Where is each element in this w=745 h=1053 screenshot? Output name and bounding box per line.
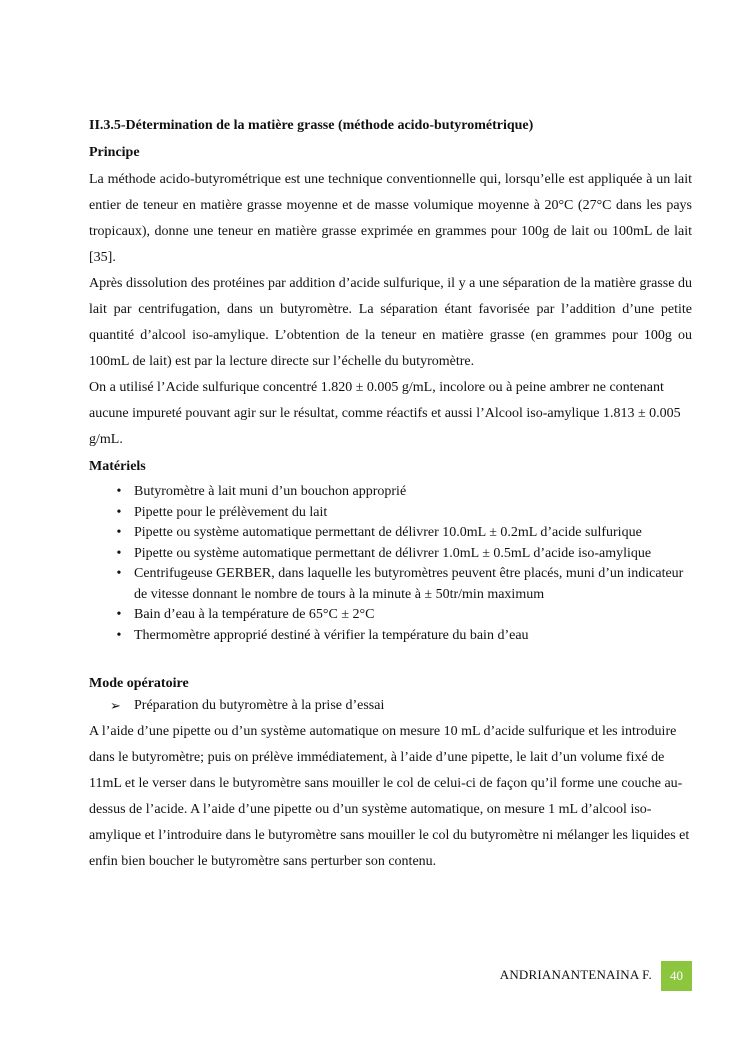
bullet-icon: • <box>116 504 122 520</box>
list-item: • Bain d’eau à la température de 65°C ± 2°C <box>89 605 692 626</box>
list-item: • Butyromètre à lait muni d’un bouchon approprié <box>89 482 692 503</box>
principe-paragraph-1: La méthode acido-butyrométrique est une technique conventionnelle qui, lorsqu’elle est appliquée à un lait entier de teneur en matière grasse moyenne et de masse volumique moyenne à 20°C (27°C dans les pays tropicaux), donne une teneur en matière grasse exprimée en grammes pour 100g de lait ou 100mL de lait [35]. <box>89 172 692 265</box>
mode-step-label: Préparation du butyromètre à la prise d’essai <box>134 698 385 713</box>
principe-heading: Principe <box>89 145 140 160</box>
bullet-icon: • <box>116 545 122 561</box>
arrow-bullet-icon: ➢ <box>110 698 121 713</box>
list-item: • Thermomètre approprié destiné à vérifier la température du bain d’eau <box>89 626 692 647</box>
bullet-icon: • <box>116 566 122 581</box>
list-item: • Centrifugeuse GERBER, dans laquelle les butyromètres peuvent être placés, muni d’un indicateur de vitesse donnant le nombre de tours à la minute à ± 50tr/min maximum <box>89 564 692 605</box>
section-title: II.3.5-Détermination de la matière grasse (méthode acido-butyrométrique) <box>89 118 534 133</box>
bullet-icon: • <box>116 627 122 643</box>
bullet-icon: • <box>116 525 122 540</box>
materiels-list <box>89 482 692 646</box>
page-footer <box>420 961 692 991</box>
spacer <box>89 646 692 672</box>
page-number-badge: 40 <box>661 961 692 991</box>
footer-author: ANDRIANANTENAINA F. <box>499 967 652 982</box>
principe-paragraph-3: On a utilisé l’Acide sulfurique concentré 1.820 ± 0.005 g/mL, incolore ou à peine ambrer ne contenant aucune impureté pouvant agir sur le résultat, comme réactifs et aussi l’Alcool iso-amylique 1.813 ± 0.005 g/mL. <box>89 380 681 447</box>
list-item: • Pipette ou système automatique permettant de délivrer 10.0mL ± 0.2mL d’acide sulfurique <box>89 523 692 544</box>
mode-paragraph: A l’aide d’une pipette ou d’un système automatique on mesure 10 mL d’acide sulfurique et les introduire dans le butyromètre; puis on prélève immédiatement, à l’aide d’une pipette, le lait d’un volume fixé de 11mL et le verser dans le butyromètre sans mouiller le col de celui-ci de façon qu’il forme une couche au-dessus de l’acide. A l’aide d’une pipette ou d’un système automatique, on mesure 1 mL d’alcool iso-amylique et l’introduire dans le butyromètre sans mouiller le col du butyromètre ni mélanger les liquides et enfin bien boucher le butyromètre sans perturber son contenu. <box>89 724 690 869</box>
bullet-icon: • <box>116 484 122 499</box>
mode-step <box>89 693 692 719</box>
mode-operatoire-heading: Mode opératoire <box>89 676 189 691</box>
list-item: • Pipette pour le prélèvement du lait <box>89 503 692 524</box>
list-item: • Pipette ou système automatique permettant de délivrer 1.0mL ± 0.5mL d’acide iso-amylique <box>89 544 692 565</box>
materiels-heading: Matériels <box>89 459 146 474</box>
document-body <box>89 114 692 875</box>
bullet-icon: • <box>116 607 122 622</box>
principe-paragraph-2: Après dissolution des protéines par addition d’acide sulfurique, il y a une séparation de la matière grasse du lait par centrifugation, dans un butyromètre. La séparation étant favorisée par l’addition d’une petite quantité d’alcool iso-amylique. L’obtention de la teneur en matière grasse (en grammes pour 100g ou 100mL de lait) est par la lecture directe sur l’échelle du butyromètre. <box>89 276 692 369</box>
